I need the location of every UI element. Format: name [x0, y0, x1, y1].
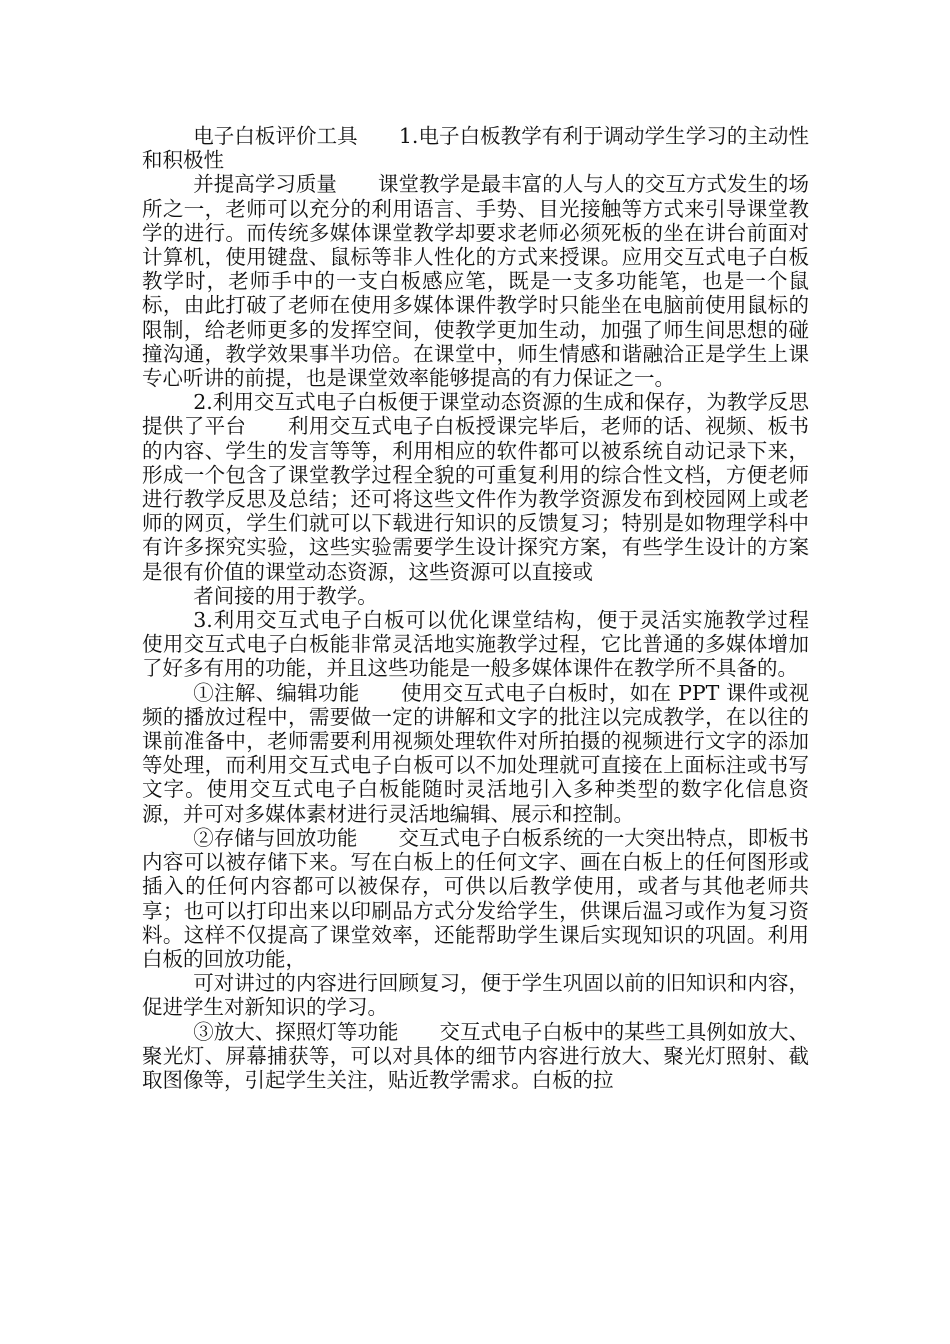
paragraph-8: ③放大、探照灯等功能 交互式电子白板中的某些工具例如放大、聚光灯、屏幕捕获等，可以对具体的细节内容进行放大、聚光灯照射、截取图像等，引起学生关注，贴近教学需求。白板的拉 — [142, 1019, 809, 1092]
document-body — [142, 124, 850, 1092]
paragraph-2: 2.利用交互式电子白板便于课堂动态资源的生成和保存，为教学反思提供了平台 利用交互式电子白板授课完毕后，老师的话、视频、板书的内容、学生的发言等等，利用相应的软件都可以被系统自动记录下来，形成一个包含了课堂教学过程全貌的可重复利用的综合性文档，方便老师进行教学反思及总结；还可将这些文件作为教学资源发布到校园网上或老师的网页，学生们就可以下载进行知识的反馈复习；特别是如物理学科中有许多探究实验，这些实验需要学生设计探究方案，有些学生设计的方案是很有价值的课堂动态资源，这些资源可以直接或 — [142, 390, 809, 584]
paragraph-title: 电子白板评价工具 1.电子白板教学有利于调动学生学习的主动性和积极性 — [142, 124, 809, 173]
paragraph-4: 3.利用交互式电子白板可以优化课堂结构，便于灵活实施教学过程 使用交互式电子白板能非常灵活地实施教学过程，它比普通的多媒体增加了好多有用的功能，并且这些功能是一般多媒体课件在教学所不具备的。 — [142, 608, 850, 681]
paragraph-5: ①注解、编辑功能 使用交互式电子白板时，如在 PPT 课件或视频的播放过程中，需要做一定的讲解和文字的批注以完成教学，在以往的课前准备中，老师需要利用视频处理软件对所拍摄的视频进行文字的添加等处理，而利用交互式电子白板可以不加处理就可直接在上面标注或书写文字。使用交互式电子白板能随时灵活地引入多种类型的数字化信息资源，并可对多媒体素材进行灵活地编辑、展示和控制。 — [142, 680, 809, 826]
paragraph-3: 者间接的用于教学。 — [193, 583, 378, 608]
paragraph-6: ②存储与回放功能 交互式电子白板系统的一大突出特点，即板书内容可以被存储下来。写在白板上的任何文字、画在白板上的任何图形或插入的任何内容都可以被保存，可供以后教学使用，或者与其他老师共享；也可以打印出来以印刷品方式分发给学生，供课后温习或作为复习资料。这样不仅提高了课堂效率，还能帮助学生课后实现知识的巩固。利用白板的回放功能， — [142, 825, 809, 971]
paragraph-7: 可对讲过的内容进行回顾复习，便于学生巩固以前的旧知识和内容，促进学生对新知识的学习。 — [142, 971, 809, 1020]
paragraph-1: 并提高学习质量 课堂教学是最丰富的人与人的交互方式发生的场所之一，老师可以充分的利用语言、手势、目光接触等方式来引导课堂教学的进行。而传统多媒体课堂教学却要求老师必须死板的坐在讲台前面对计算机，使用键盘、鼠标等非人性化的方式来授课。应用交互式电子白板教学时，老师手中的一支白板感应笔，既是一支多功能笔，也是一个鼠标，由此打破了老师在使用多媒体课件教学时只能坐在电脑前使用鼠标的限制，给老师更多的发挥空间，使教学更加生动，加强了师生间思想的碰撞沟通，教学效果事半功倍。在课堂中，师生情感和谐融洽正是学生上课专心听讲的前提，也是课堂效率能够提高的有力保证之一。 — [142, 172, 809, 391]
